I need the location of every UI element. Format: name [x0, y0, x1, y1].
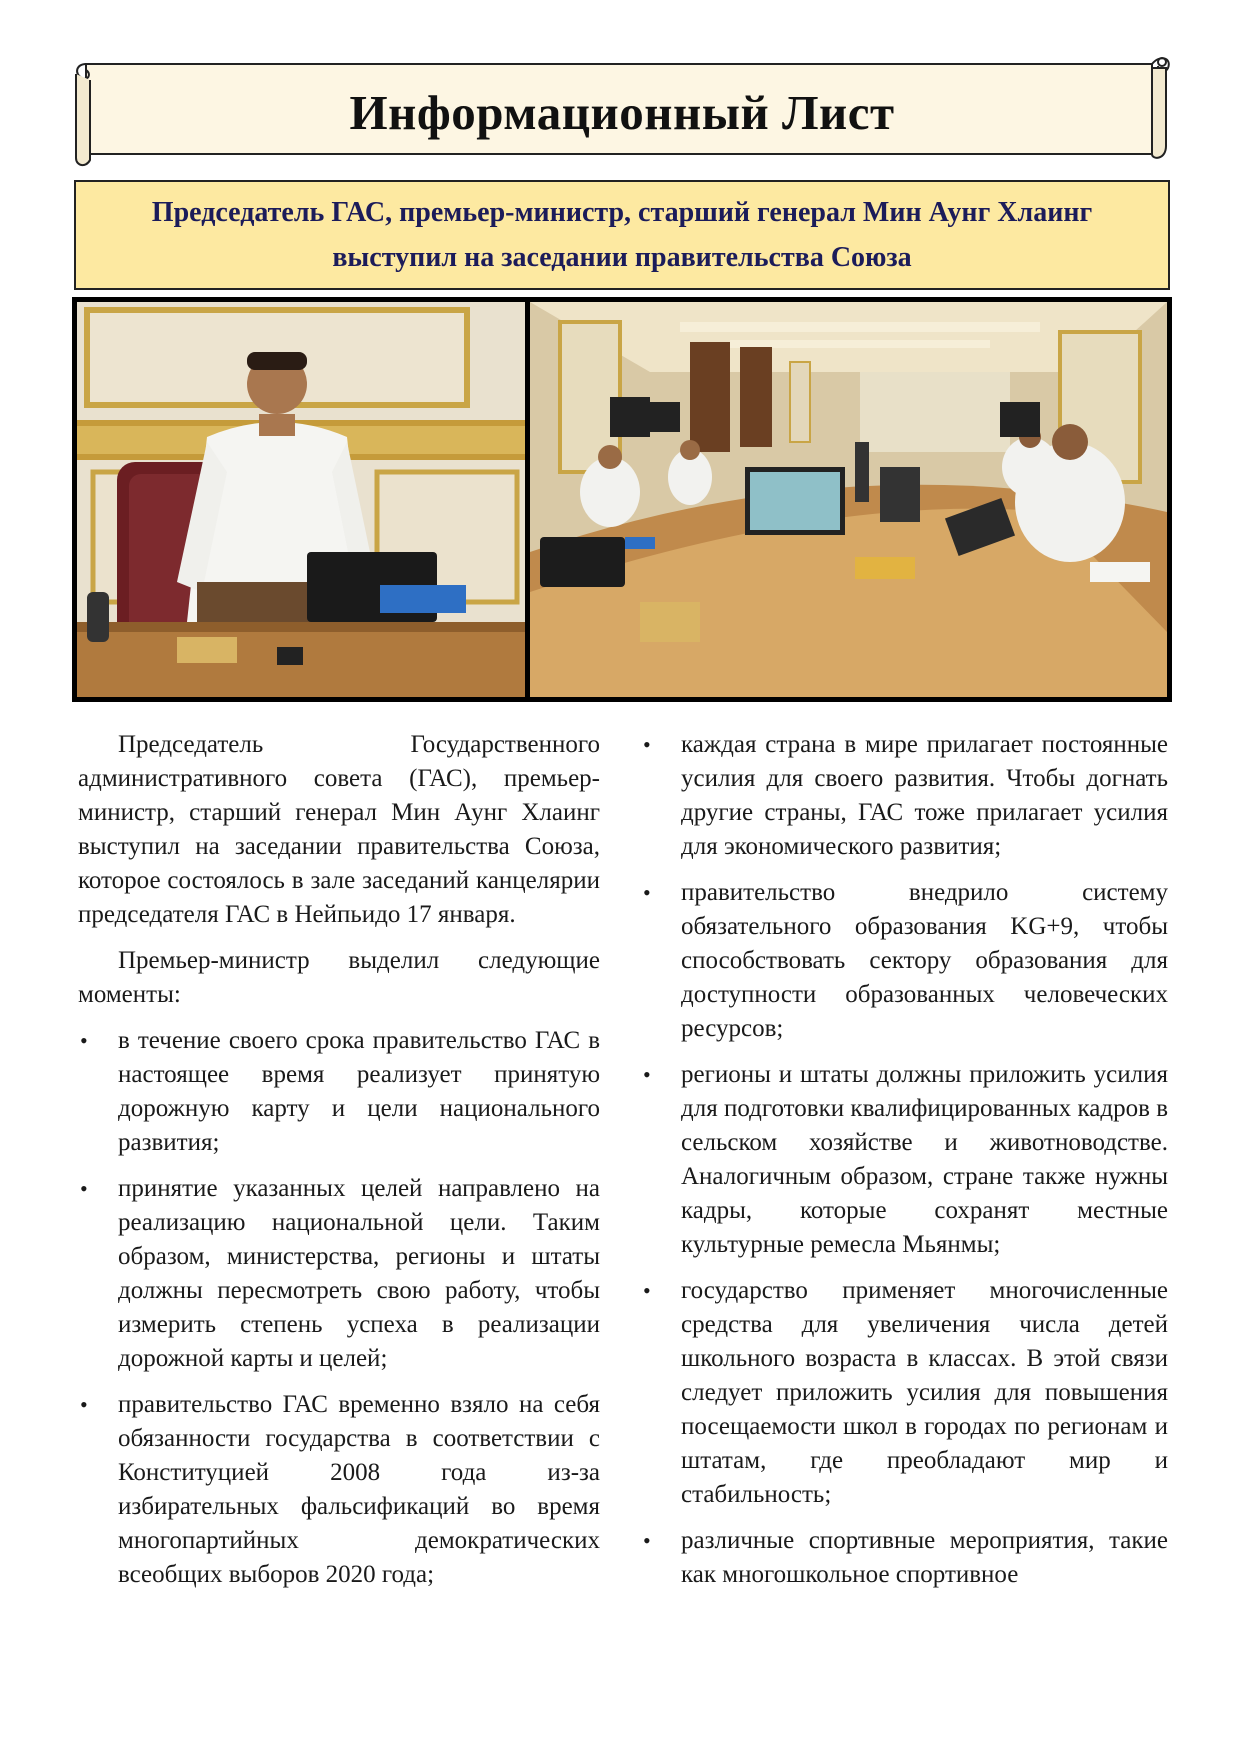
title-banner [72, 50, 1172, 170]
bullet-marker-icon: • [80, 1176, 88, 1201]
speaker-photo-illustration [77, 302, 525, 697]
headline: Председатель ГАС, премьер-министр, старший генерал Мин Аунг Хлаинг выступил на заседании правительства Союза [74, 180, 1170, 290]
bullet-item [78, 1172, 600, 1376]
meeting-hall-illustration [530, 302, 1167, 697]
bullet-marker-icon: • [643, 1062, 651, 1087]
bullet-item [78, 1388, 600, 1592]
left-bullet-list [78, 1024, 600, 1592]
bullet-text: в течение своего срока правительство ГАС в настоящее время реализует принятую дорожную карту и цели национального развития; [118, 1027, 600, 1156]
bullet-marker-icon: • [643, 880, 651, 905]
lead-in-paragraph: Премьер-министр выделил следующие моменты: [78, 947, 600, 1008]
bullet-text: государство применяет многочисленные средства для увеличения числа детей школьного возраста в классах. В этой связи следует приложить усилия для повышения посещаемости школ в городах по регионам и штатам, где преобладают мир и стабильность; [681, 1277, 1168, 1508]
bullet-marker-icon: • [643, 1278, 651, 1303]
bullet-text: правительство внедрило систему обязательного образования KG+9, чтобы способствовать сектору образования для доступности образованных человеческих ресурсов; [681, 879, 1168, 1042]
bullet-text: различные спортивные мероприятия, такие как многошкольное спортивное [681, 1527, 1168, 1588]
photo-strip [72, 297, 1172, 702]
intro-paragraph: Председатель Государственного административного совета (ГАС), премьер-министр, старший генерал Мин Аунг Хлаинг выступил на заседании правительства Союза, которое состоялось в зале заседаний канцелярии председателя ГАС в Нейпьидо 17 января. [78, 731, 600, 928]
bullet-item [78, 1024, 600, 1160]
meeting-hall-photo [530, 302, 1167, 697]
bullet-marker-icon: • [80, 1392, 88, 1417]
bullet-marker-icon: • [643, 1528, 651, 1553]
right-column [641, 728, 1168, 1604]
right-bullet-list [641, 728, 1168, 1592]
speaker-photo [77, 302, 525, 697]
bullet-item [641, 1274, 1168, 1512]
bullet-item [641, 1058, 1168, 1262]
document-title: Информационный Лист [349, 84, 895, 140]
bullet-item [641, 876, 1168, 1046]
bullet-marker-icon: • [80, 1028, 88, 1053]
left-column [78, 728, 600, 1604]
bullet-text: регионы и штаты должны приложить усилия для подготовки квалифицированных кадров в сельском хозяйстве и животноводстве. Аналогичным образом, стране также нужны кадры, которые сохранят местные культурные ремесла Мьянмы; [681, 1061, 1168, 1258]
bullet-item [641, 728, 1168, 864]
bullet-text: принятие указанных целей направлено на реализацию национальной цели. Таким образом, министерства, регионы и штаты должны пересмотреть свою работу, чтобы измерить степень успеха в реализации дорожной карты и целей; [118, 1175, 600, 1372]
bullet-item [641, 1524, 1168, 1592]
bullet-marker-icon: • [643, 732, 651, 757]
bullet-text: каждая страна в мире прилагает постоянные усилия для своего развития. Чтобы догнать другие страны, ГАС тоже прилагает усилия для экономического развития; [681, 731, 1168, 860]
bullet-text: правительство ГАС временно взяло на себя обязанности государства в соответствии с Конституцией 2008 года из-за избирательных фальсификаций во время многопартийных демократических всеобщих выборов 2020 года; [118, 1391, 600, 1588]
